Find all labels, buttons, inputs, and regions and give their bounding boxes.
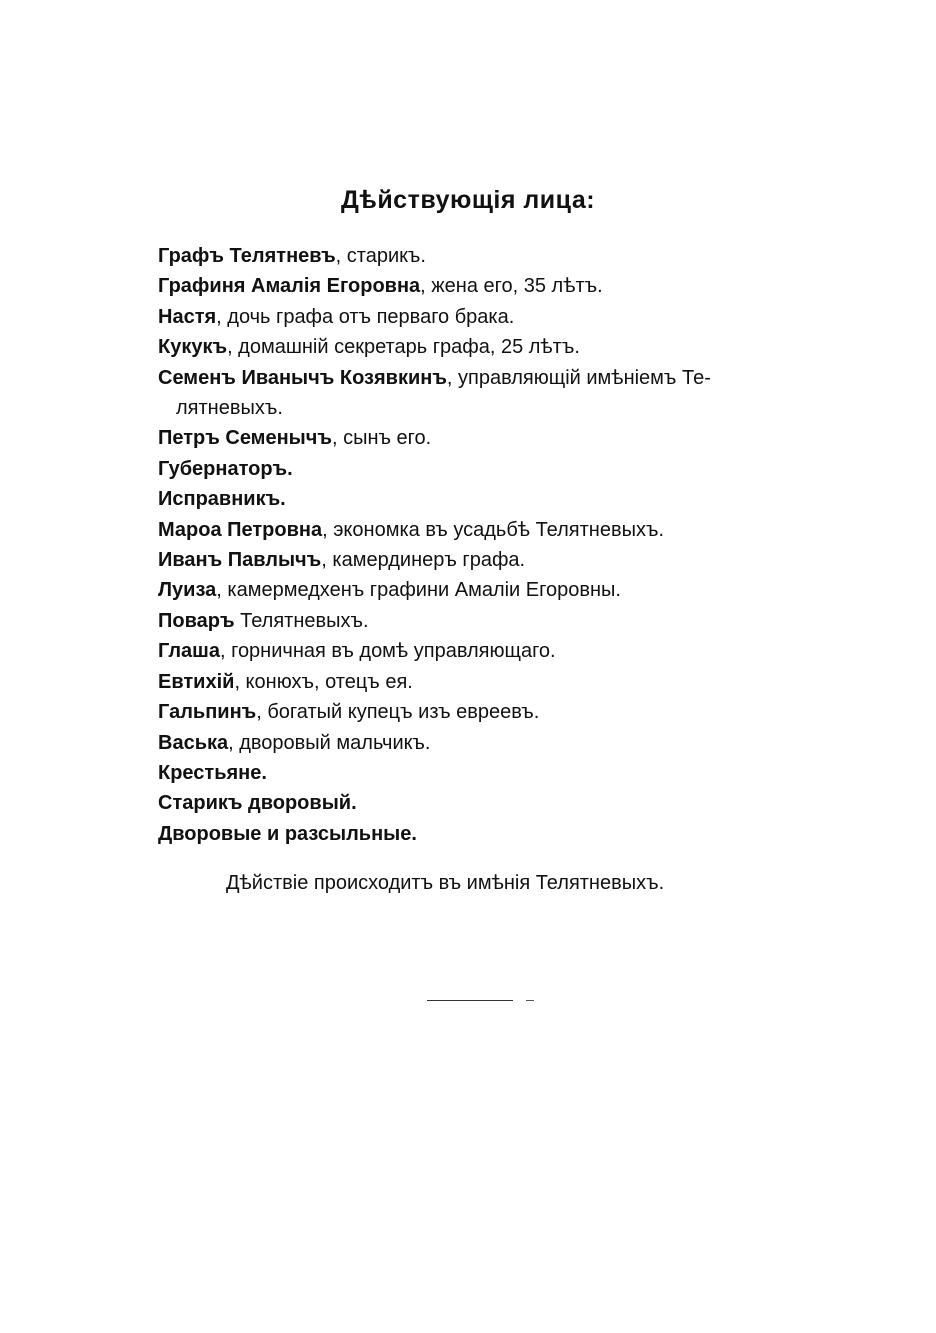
character-description: , дочь графа отъ перваго брака. <box>216 305 515 328</box>
character-name: Мароа Петровна <box>158 518 323 541</box>
character-description: , управляющій имѣніемъ Те- <box>446 366 711 389</box>
page-heading: Дѣйствующія лица: <box>340 186 596 214</box>
cast-entry <box>158 575 798 605</box>
cast-entry <box>158 697 798 727</box>
character-name: Исправникъ. <box>158 488 286 511</box>
character-description: , богатый купецъ изъ евреевъ. <box>256 701 540 724</box>
character-name: Глаша <box>158 640 220 663</box>
character-description: , жена его, 35 лѣтъ. <box>420 275 603 298</box>
character-name: Крестьяне. <box>158 761 267 784</box>
character-description: , экономка въ усадьбѣ Телятневыхъ. <box>322 518 665 541</box>
character-name: Дворовые и разсыльные. <box>158 822 417 845</box>
cast-entry <box>158 484 798 514</box>
character-name: Васька <box>158 731 229 754</box>
character-description: Телятневыхъ. <box>234 609 369 632</box>
cast-entry <box>158 332 798 362</box>
cast-entry <box>158 363 798 424</box>
cast-entry <box>158 788 798 818</box>
character-name: Поваръ <box>158 609 235 632</box>
character-description: , горничная въ домѣ управляющаго. <box>219 640 556 663</box>
character-description: , камердинеръ графа. <box>321 549 526 572</box>
section-divider-dash <box>526 1000 534 1001</box>
character-name: Луиза <box>158 579 217 602</box>
character-name: Графиня Амалія Егоровна <box>158 275 421 298</box>
character-description: , конюхъ, отецъ ея. <box>234 670 413 693</box>
character-name: Евтихій <box>158 670 235 693</box>
character-description: , домашній секретарь графа, 25 лѣтъ. <box>227 336 580 359</box>
cast-entry <box>158 606 798 636</box>
cast-entry <box>158 636 798 666</box>
character-description: , сынъ его. <box>331 427 432 450</box>
cast-entry <box>158 271 798 301</box>
character-name: Кукукъ <box>158 336 228 359</box>
character-name: Семенъ Иванычъ Козявкинъ <box>158 366 447 389</box>
cast-entry <box>158 515 798 545</box>
cast-entry <box>158 819 798 849</box>
character-name: Графъ Телятневъ <box>158 245 336 267</box>
cast-entry <box>158 241 798 271</box>
character-description-continuation: лятневыхъ. <box>176 397 283 420</box>
cast-list <box>158 241 798 849</box>
section-divider <box>427 1000 513 1001</box>
character-name: Иванъ Павлычъ <box>158 549 322 572</box>
cast-entry <box>158 758 798 788</box>
cast-entry <box>158 454 798 484</box>
character-name: Петръ Семенычъ <box>158 427 332 450</box>
character-description: , дворовый мальчикъ. <box>228 731 431 754</box>
character-name: Губернаторъ. <box>158 457 293 480</box>
character-name: Гальпинъ <box>158 701 257 724</box>
character-name: Настя <box>158 305 217 328</box>
setting-note: Дѣйствіе происходитъ въ имѣнія Телятневыхъ. <box>226 872 665 894</box>
character-description: , старикъ. <box>335 245 426 267</box>
cast-entry <box>158 728 798 758</box>
character-name: Старикъ дворовый. <box>158 792 357 815</box>
cast-entry <box>158 545 798 575</box>
cast-entry <box>158 302 798 332</box>
cast-entry <box>158 423 798 453</box>
character-description: , камермедхенъ графини Амаліи Егоровны. <box>216 579 621 602</box>
cast-entry <box>158 667 798 697</box>
